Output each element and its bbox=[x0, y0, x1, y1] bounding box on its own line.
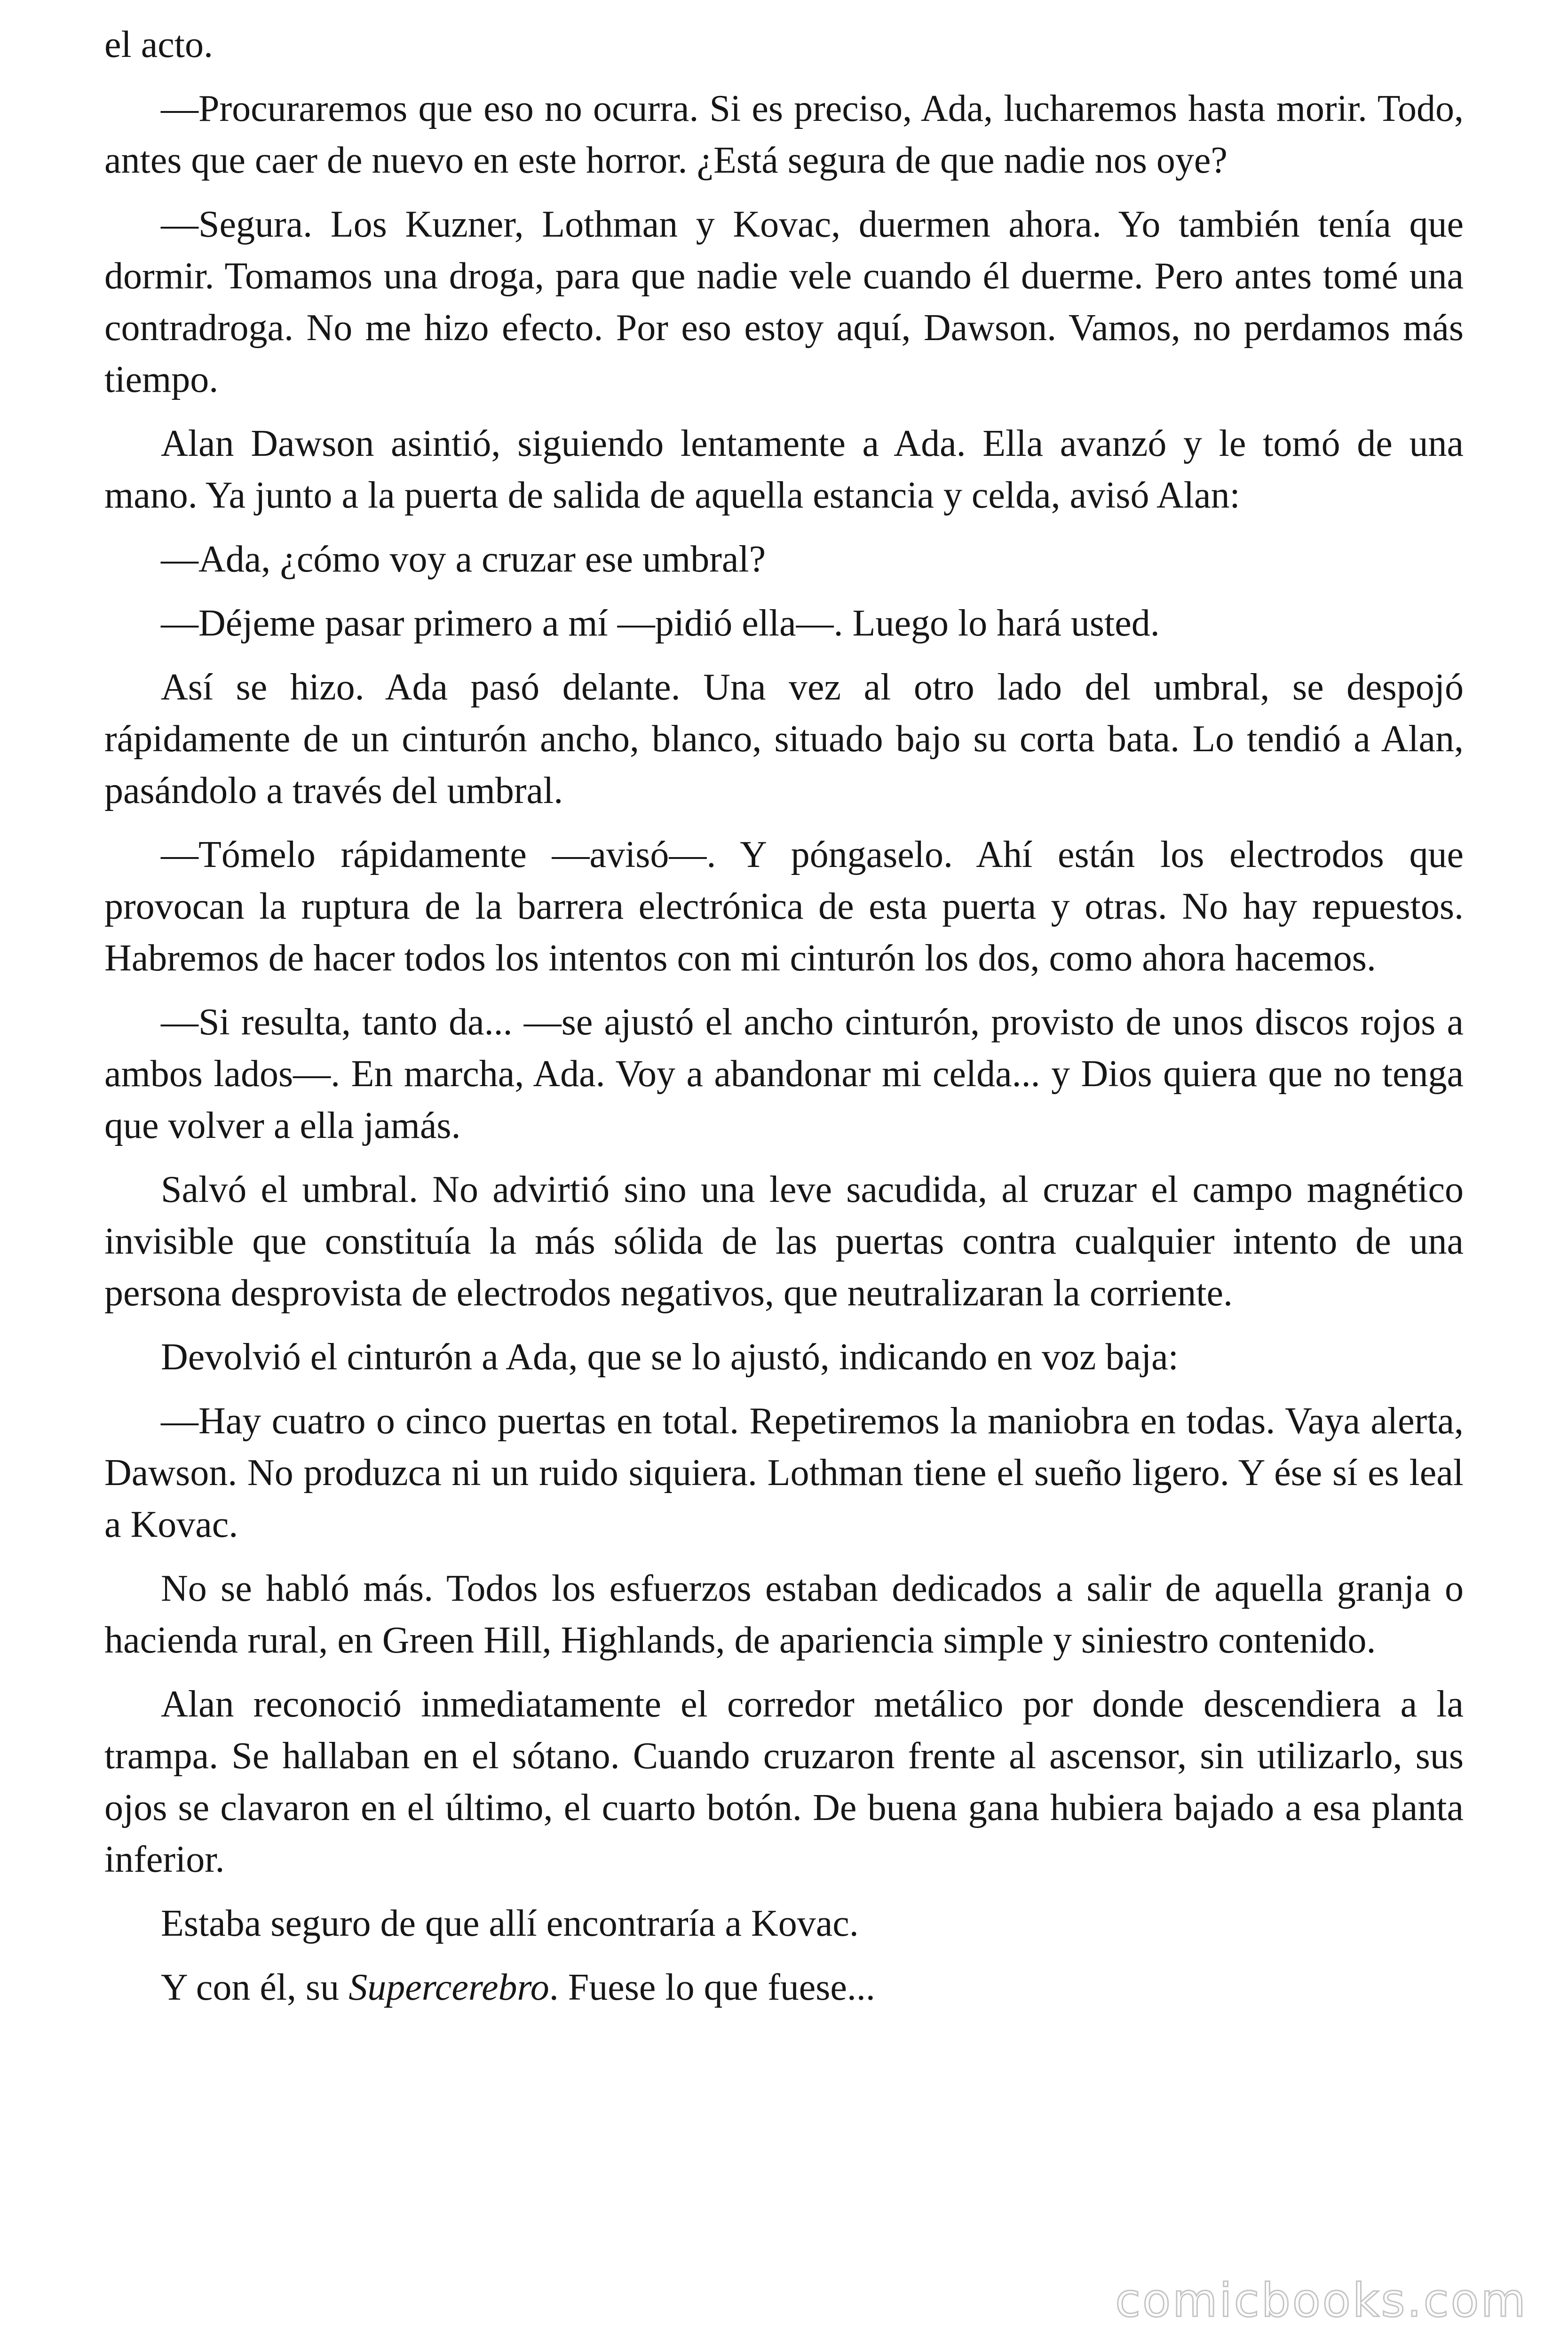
paragraph: —Hay cuatro o cinco puertas en total. Repetiremos la maniobra en todas. Vaya alerta, Dawson. No produzca ni un ruido siquiera. Lothman tiene el sueño ligero. Y ése sí es leal a Kovac. bbox=[104, 1400, 1464, 1545]
watermark-logo: comicbooks.com bbox=[1115, 2274, 1528, 2328]
paragraph: —Segura. Los Kuzner, Lothman y Kovac, duermen ahora. Yo también tenía que dormir. Tomamos una droga, para que nadie vele cuando él duerme. Pero antes tomé una contradroga. No me hizo efecto. Por eso estoy aquí, Dawson. Vamos, no perdamos más tiempo. bbox=[104, 204, 1464, 400]
paragraph-continuation: el acto. bbox=[104, 24, 213, 65]
paragraph: —Tómelo rápidamente —avisó—. Y póngaselo. Ahí están los electrodos que provocan la ruptura de la barrera electrónica de esta puerta y otras. No hay repuestos. Habremos de hacer todos los intentos con mi cinturón los dos, como ahora hacemos. bbox=[104, 834, 1464, 979]
final-text-after: . Fuese lo que fuese... bbox=[549, 1967, 875, 2008]
paragraph: Devolvió el cinturón a Ada, que se lo ajustó, indicando en voz baja: bbox=[161, 1336, 1179, 1378]
paragraph: Salvó el umbral. No advirtió sino una leve sacudida, al cruzar el campo magnético invisible que constituía la más sólida de las puertas contra cualquier intento de una persona desprovista de electrodos negativos, que neutralizaran la corriente. bbox=[104, 1169, 1464, 1314]
paragraph-final bbox=[104, 1962, 1464, 2013]
italic-title: Supercerebro bbox=[348, 1967, 549, 2008]
paragraph: —Si resulta, tanto da... —se ajustó el ancho cinturón, provisto de unos discos rojos a ambos lados—. En marcha, Ada. Voy a abandonar mi celda... y Dios quiera que no tenga que volver a ella jamás. bbox=[104, 1001, 1464, 1146]
paragraph: —Déjeme pasar primero a mí —pidió ella—. Luego lo hará usted. bbox=[161, 603, 1160, 644]
paragraph: —Ada, ¿cómo voy a cruzar ese umbral? bbox=[161, 539, 766, 580]
paragraph: Estaba seguro de que allí encontraría a Kovac. bbox=[161, 1903, 859, 1944]
book-page bbox=[104, 19, 1464, 2013]
paragraph: Alan reconoció inmediatamente el corredor metálico por donde descendiera a la trampa. Se hallaban en el sótano. Cuando cruzaron frente al ascensor, sin utilizarlo, sus ojos se clavaron en el último, el cuarto botón. De buena gana hubiera bajado a esa planta inferior. bbox=[104, 1684, 1464, 1880]
paragraph: Así se hizo. Ada pasó delante. Una vez al otro lado del umbral, se despojó rápidamente de un cinturón ancho, blanco, situado bajo su corta bata. Lo tendió a Alan, pasándolo a través del umbral. bbox=[104, 667, 1464, 811]
paragraph: —Procuraremos que eso no ocurra. Si es preciso, Ada, lucharemos hasta morir. Todo, antes que caer de nuevo en este horror. ¿Está segura de que nadie nos oye? bbox=[104, 88, 1464, 181]
paragraph: No se habló más. Todos los esfuerzos estaban dedicados a salir de aquella granja o hacienda rural, en Green Hill, Highlands, de apariencia simple y siniestro contenido. bbox=[104, 1568, 1464, 1661]
paragraph: Alan Dawson asintió, siguiendo lentamente a Ada. Ella avanzó y le tomó de una mano. Ya junto a la puerta de salida de aquella estancia y celda, avisó Alan: bbox=[104, 423, 1464, 516]
final-text-before: Y con él, su bbox=[161, 1967, 349, 2008]
